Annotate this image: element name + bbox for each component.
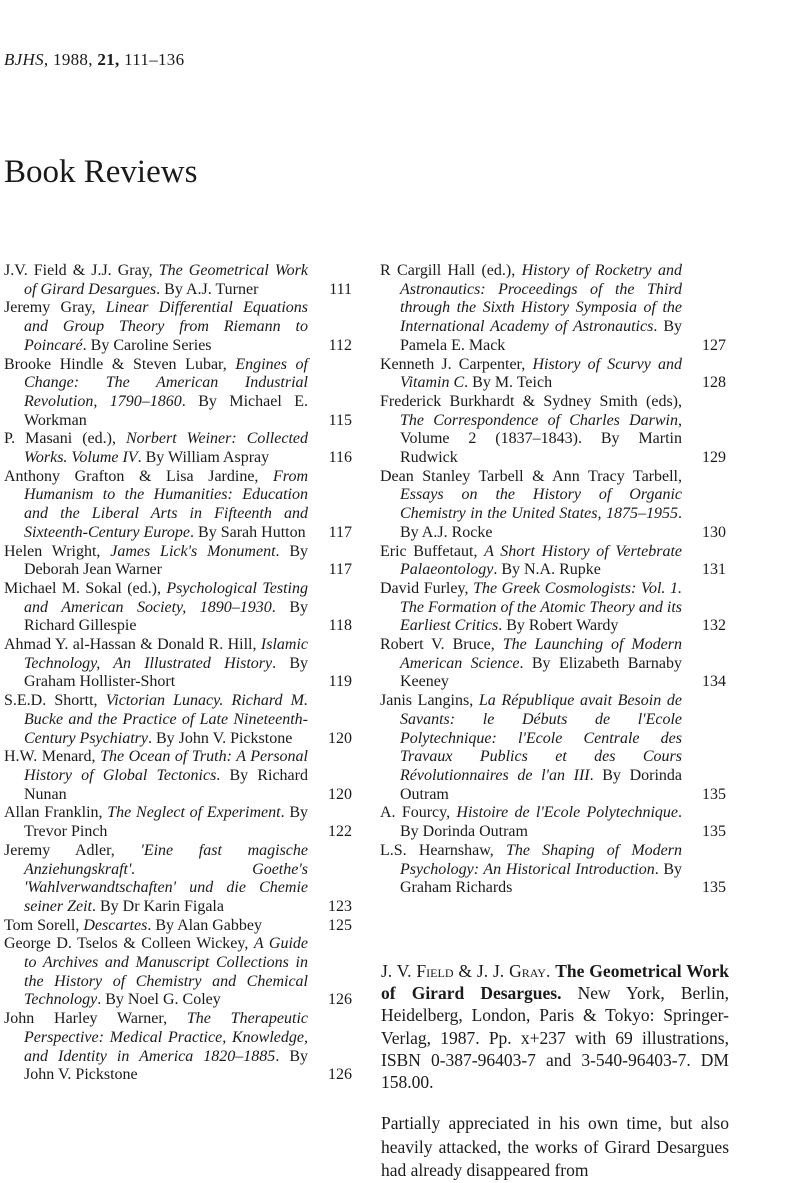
- entry-reviewer: . By Dorinda Outram: [400, 766, 682, 803]
- entry-text: [380, 393, 682, 468]
- entry-text: [4, 1010, 308, 1085]
- entry-book-title: Victorian Lunacy. Richard M. Bucke and the Practice of Late Nineteenth-Century Psychiatry: [24, 692, 309, 747]
- entry-book-title: Norbert Weiner: Collected Works. Volume IV: [24, 430, 309, 467]
- entry-page-number: 117: [328, 523, 352, 541]
- entry-text: [4, 580, 308, 636]
- entry-authors: Tom Sorell,: [4, 916, 84, 934]
- entry-page-number: 126: [328, 991, 352, 1009]
- entry-authors: Michael M. Sokal (ed.),: [4, 579, 167, 597]
- entry-book-title: Descartes: [83, 916, 148, 934]
- entry-page-number: 119: [328, 673, 352, 691]
- entry-text: [380, 262, 682, 356]
- review-publication-details: New York, Berlin, Heidelberg, London, Paris & Tokyo: Springer-Verlag, 1987. Pp. x+237 with 69 illustrations, ISBN 0-387-96403-7 and 3-540-96403-7. DM 158.00.: [381, 983, 729, 1093]
- entry-authors: Ahmad Y. al-Hassan & Donald R. Hill,: [4, 636, 261, 654]
- contents-right-column: [380, 262, 726, 898]
- entry-authors: John Harley Warner,: [4, 1010, 187, 1028]
- entry-authors: Robert V. Bruce,: [380, 636, 503, 654]
- contents-entry: [4, 430, 352, 467]
- entry-authors: Helen Wright,: [4, 542, 111, 560]
- entry-text: [380, 842, 682, 898]
- entry-reviewer: . By Dorinda Outram: [400, 804, 682, 841]
- contents-entry: [4, 468, 352, 543]
- entry-reviewer: . By Graham Hollister-Short: [24, 654, 308, 691]
- entry-text: [4, 430, 308, 467]
- entry-page-number: 131: [702, 561, 726, 579]
- entry-text: [4, 356, 308, 431]
- entry-reviewer: . By Robert Wardy: [498, 617, 619, 635]
- entry-authors: Kenneth J. Carpenter,: [380, 355, 533, 373]
- entry-reviewer: . By Graham Richards: [400, 860, 682, 897]
- entry-text: [380, 468, 682, 543]
- entry-authors: S.E.D. Shortt,: [4, 692, 106, 710]
- journal-volume: 21,: [97, 50, 120, 69]
- entry-reviewer: . By Noel G. Coley: [97, 991, 221, 1009]
- entry-text: [4, 262, 308, 299]
- contents-entry: [380, 636, 726, 692]
- entry-page-number: 128: [702, 374, 726, 392]
- contents-entry: [380, 468, 726, 543]
- entry-reviewer: . By A.J. Turner: [156, 280, 259, 298]
- entry-book-title: La République avait Besoin de Savants: le Débuts de l'Ecole Polytechnique: l'Ecole Centrale des Travaux Publics et des Cours Révolutionnaires de l'an III: [400, 692, 683, 784]
- contents-entry: [4, 543, 352, 580]
- contents-entry: [4, 917, 352, 936]
- entry-book-title: The Launching of Modern American Science: [400, 636, 683, 672]
- entry-page-number: 116: [328, 449, 352, 467]
- entry-reviewer: . By A.J. Rocke: [400, 505, 682, 541]
- entry-page-number: 120: [328, 729, 352, 747]
- entry-book-title: The Geometrical Work of Girard Desargues: [24, 262, 309, 298]
- entry-text: [380, 356, 682, 393]
- entry-book-title: The Therapeutic Perspective: Medical Practice, Knowledge, and Identity in America 1820–1885: [24, 1010, 308, 1065]
- entry-text: [4, 842, 308, 917]
- entry-authors: Janis Langins,: [380, 692, 479, 710]
- entry-authors: Jeremy Adler,: [4, 841, 141, 859]
- entry-reviewer: . By Richard Gillespie: [24, 598, 308, 635]
- entry-book-title: The Correspondence of Charles Darwin: [400, 411, 678, 429]
- entry-authors: Allan Franklin,: [4, 804, 108, 822]
- entry-authors: Eric Buffetaut,: [380, 542, 485, 560]
- entry-page-number: 135: [702, 823, 726, 841]
- entry-authors: J.V. Field & J.J. Gray,: [4, 262, 159, 279]
- entry-book-title: A Short History of Vertebrate Palaeontology: [400, 542, 683, 579]
- contents-entry: [4, 935, 352, 1010]
- contents-entry: [4, 748, 352, 804]
- entry-page-number: 134: [702, 673, 726, 691]
- entry-text: [380, 543, 682, 580]
- entry-book-title: The Shaping of Modern Psychology: An Historical Introduction: [400, 841, 683, 878]
- entry-page-number: 123: [328, 897, 352, 915]
- review-book-title: The Geometrical Work of Girard Desargues.: [381, 961, 729, 1004]
- entry-text: [380, 636, 682, 692]
- page-title: Book Reviews: [4, 154, 198, 191]
- contents-entry: [380, 842, 726, 898]
- entry-authors: Dean Stanley Tarbell & Ann Tracy Tarbell,: [380, 467, 682, 485]
- journal-citation: BJHS, 1988, 21, 111–136: [4, 50, 185, 69]
- contents-entry: [380, 393, 726, 468]
- entry-page-number: 135: [702, 785, 726, 803]
- entry-reviewer: . By John V. Pickstone: [147, 729, 293, 747]
- entry-authors: R Cargill Hall (ed.),: [380, 262, 522, 279]
- entry-reviewer: . By M. Teich: [464, 374, 553, 392]
- entry-text: [4, 692, 308, 748]
- contents-entry: [4, 804, 352, 841]
- entry-page-number: 117: [328, 561, 352, 579]
- entry-book-title: The Greek Cosmologists: Vol. 1. The Formation of the Atomic Theory and its Earliest Critics: [400, 579, 682, 635]
- entry-text: [4, 468, 308, 543]
- contents-left-column: [4, 262, 352, 1085]
- entry-reviewer: . By Elizabeth Barnaby Keeney: [400, 654, 682, 691]
- contents-entry: [380, 543, 726, 580]
- entry-text: [4, 636, 308, 692]
- contents-entry: [4, 692, 352, 748]
- entry-reviewer: . By Pamela E. Mack: [400, 318, 683, 354]
- entry-book-title: Psychological Testing and American Society, 1890–1930: [24, 579, 308, 616]
- contents-entry: [4, 636, 352, 692]
- entry-authors: P. Masani (ed.),: [4, 430, 126, 448]
- entry-page-number: 129: [702, 449, 726, 467]
- contents-entry: [4, 356, 352, 431]
- entry-page-number: 112: [328, 336, 352, 354]
- entry-page-number: 135: [702, 879, 726, 897]
- entry-book-title: History of Scurvy and Vitamin C: [400, 355, 682, 392]
- entry-page-number: 125: [328, 916, 352, 934]
- entry-reviewer: . By Deborah Jean Warner: [24, 542, 309, 579]
- entry-book-title: 'Eine fast magische Anziehungskraft'. Goethe's 'Wahlverwandtschaften' und die Chemie seiner Zeit: [24, 841, 308, 915]
- entry-reviewer: . By John V. Pickstone: [24, 1047, 309, 1084]
- review-authors: J. V. Field & J. J. Gray.: [381, 961, 551, 981]
- entry-page-number: 132: [702, 617, 726, 635]
- journal-year: 1988,: [53, 50, 93, 69]
- entry-reviewer: , Volume 2 (1837–1843). By Martin Rudwick: [400, 411, 682, 467]
- review-body-text: Partially appreciated in his own time, but also heavily attacked, the works of Girard Desargues had already disappeared from: [381, 1113, 729, 1180]
- contents-entry: [4, 262, 352, 299]
- entry-page-number: 127: [702, 336, 726, 354]
- entry-page-number: 126: [328, 1066, 352, 1084]
- entry-reviewer: . By William Aspray: [137, 449, 270, 467]
- entry-book-title: Essays on the History of Organic Chemistry in the United States, 1875–1955: [400, 486, 682, 523]
- entry-reviewer: . By Alan Gabbey: [147, 916, 262, 934]
- entry-reviewer: . By Michael E. Workman: [24, 392, 308, 429]
- entry-authors: Frederick Burkhardt & Sydney Smith (eds),: [380, 392, 682, 410]
- entry-reviewer: . By Caroline Series: [82, 336, 212, 354]
- entry-page-number: 120: [328, 785, 352, 803]
- entry-reviewer: . By Richard Nunan: [24, 766, 308, 803]
- entry-book-title: A Guide to Archives and Manuscript Collections in the History of Chemistry and Chemical Technology: [24, 935, 308, 1009]
- entry-authors: Anthony Grafton & Lisa Jardine,: [4, 467, 274, 485]
- entry-authors: Brooke Hindle & Steven Lubar,: [4, 355, 236, 373]
- entry-page-number: 111: [329, 280, 352, 298]
- entry-book-title: Linear Differential Equations and Group Theory from Riemann to Poincaré: [24, 299, 308, 354]
- entry-page-number: 118: [328, 617, 352, 635]
- contents-entry: [380, 692, 726, 804]
- entry-text: [4, 748, 308, 804]
- contents-entry: [4, 1010, 352, 1085]
- entry-book-title: Histoire de l'Ecole Polytechnique: [456, 804, 678, 822]
- entry-page-number: 130: [702, 523, 726, 541]
- entry-text: [4, 543, 308, 580]
- entry-text: [380, 692, 682, 804]
- contents-entry: [380, 580, 726, 636]
- entry-authors: George D. Tselos & Colleen Wickey,: [4, 935, 254, 953]
- entry-authors: David Furley,: [380, 579, 474, 597]
- entry-reviewer: . By Trevor Pinch: [24, 804, 308, 841]
- entry-book-title: James Lick's Monument: [110, 542, 276, 560]
- entry-text: [380, 580, 682, 636]
- entry-text: [4, 935, 308, 1010]
- contents-entry: [4, 580, 352, 636]
- entry-book-title: The Neglect of Experiment: [107, 804, 281, 822]
- journal-name: BJHS: [4, 50, 44, 69]
- entry-text: [4, 804, 308, 841]
- entry-book-title: Engines of Change: The American Industrial Revolution, 1790–1860: [24, 355, 308, 410]
- entry-reviewer: . By N.A. Rupke: [493, 561, 601, 579]
- entry-page-number: 122: [328, 823, 352, 841]
- entry-reviewer: . By Sarah Hutton: [190, 523, 306, 541]
- entry-authors: L.S. Hearnshaw,: [380, 841, 506, 859]
- entry-book-title: History of Rocketry and Astronautics: Proceedings of the Third through the Sixth History Symposia of the International Academy of Astronautics: [400, 262, 683, 336]
- entry-text: [4, 917, 308, 936]
- entry-reviewer: . By Dr Karin Figala: [92, 897, 224, 915]
- entry-authors: A. Fourcy,: [380, 804, 457, 822]
- entry-text: [380, 804, 682, 841]
- contents-entry: [4, 299, 352, 355]
- entry-book-title: Islamic Technology, An Illustrated History: [24, 636, 308, 672]
- journal-pages: 111–136: [124, 50, 185, 69]
- contents-entry: [380, 356, 726, 393]
- contents-entry: [380, 262, 726, 356]
- entry-page-number: 115: [328, 411, 352, 429]
- entry-authors: Jeremy Gray,: [4, 299, 106, 317]
- entry-authors: H.W. Menard,: [4, 748, 101, 766]
- review-heading: [381, 960, 729, 1093]
- entry-book-title: From Humanism to the Humanities: Education and the Liberal Arts in Fifteenth and Sixteenth-Century Europe: [24, 467, 308, 541]
- entry-text: [4, 299, 308, 355]
- contents-entry: [4, 842, 352, 917]
- contents-entry: [380, 804, 726, 841]
- entry-book-title: The Ocean of Truth: A Personal History of Global Tectonics: [24, 748, 309, 784]
